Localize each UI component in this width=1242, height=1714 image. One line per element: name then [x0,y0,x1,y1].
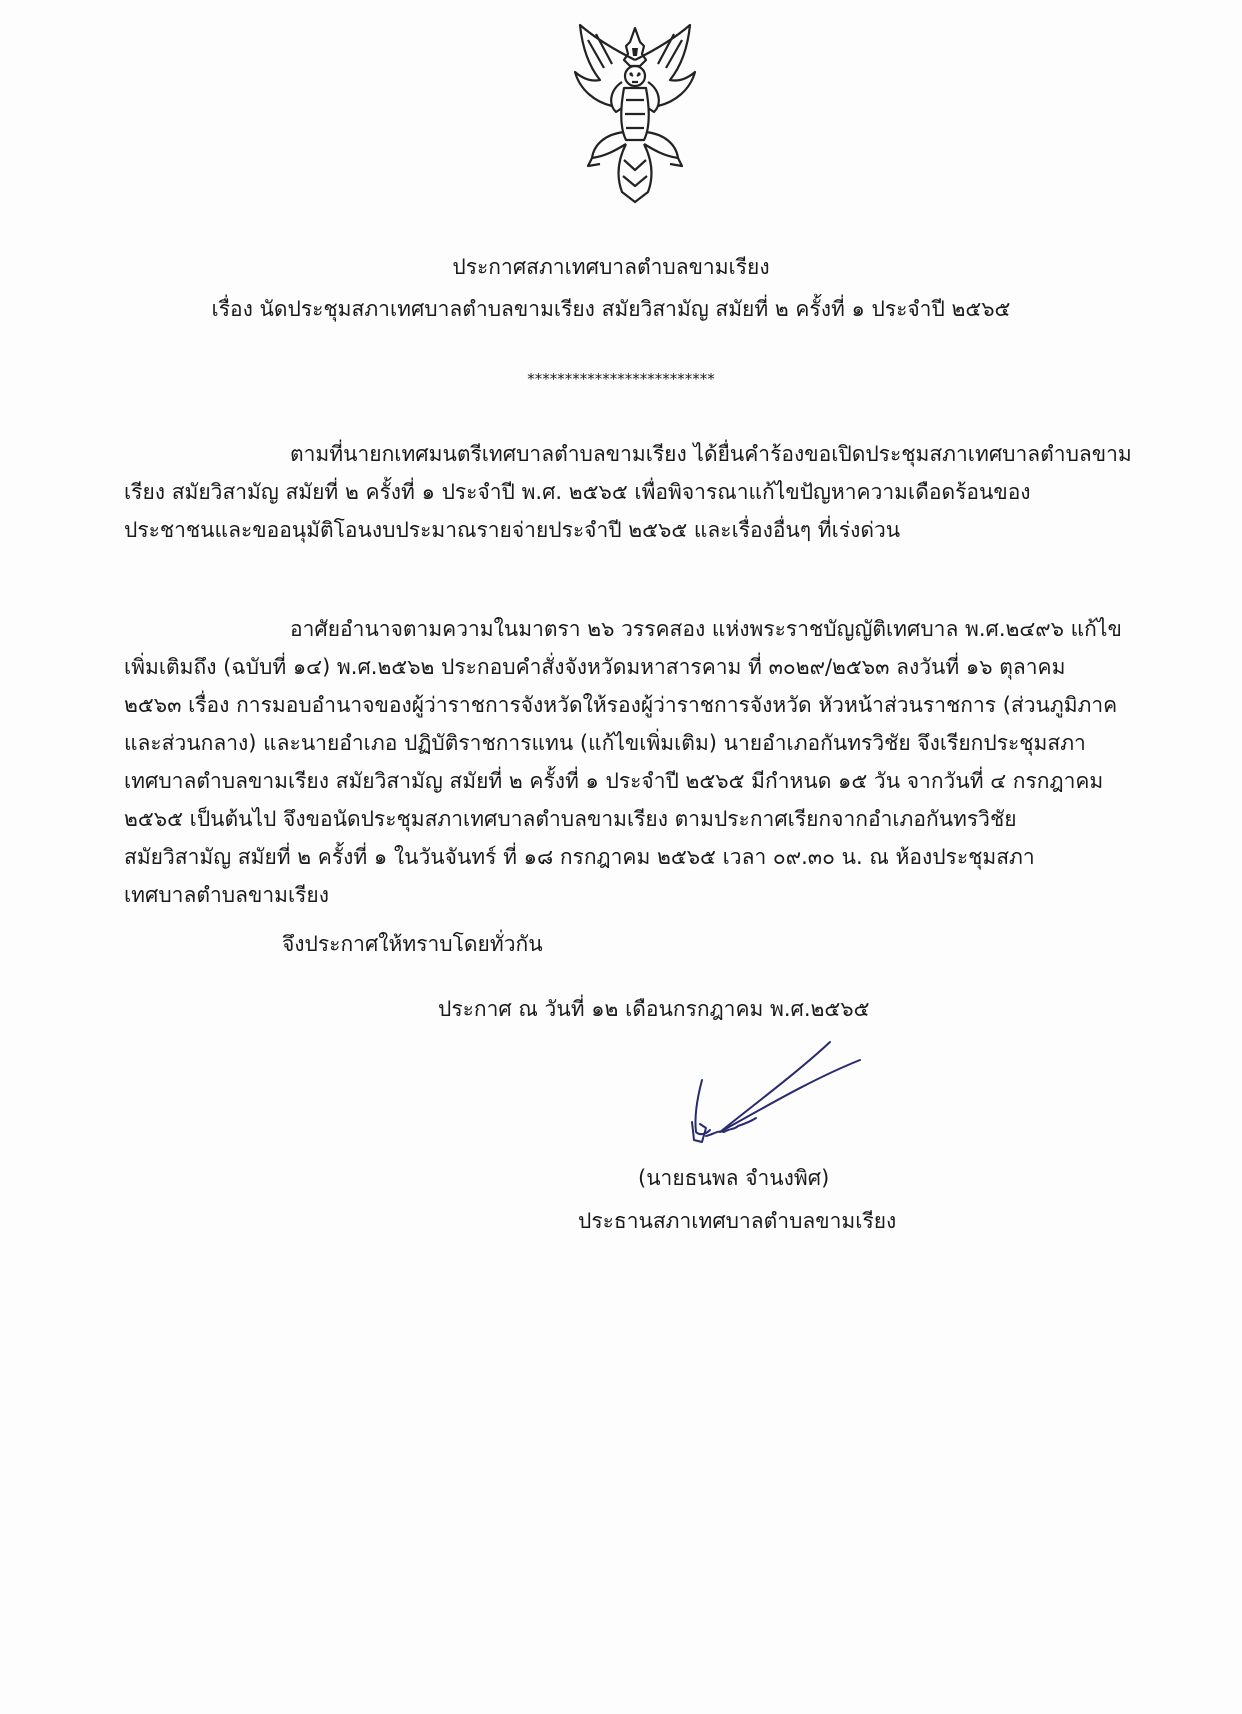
signatory-name: (นายธนพล จำนงพิศ) [638,1166,830,1190]
signature-mark [680,1040,870,1160]
paragraph-line: สมัยวิสามัญ สมัยที่ ๒ ครั้งที่ ๑ ในวันจันทร์ ที่ ๑๘ กรกฎาคม ๒๕๖๕ เวลา ๐๙.๓๐ น. ณ ห้องประชุมสภา [124,845,1035,869]
paragraph-authority [124,610,1164,914]
announcement-subject: เรื่อง นัดประชุมสภาเทศบาลตำบลขามเรียง สมัยวิสามัญ สมัยที่ ๒ ครั้งที่ ๑ ประจำปี ๒๕๖๕ [211,297,1011,321]
paragraph-line: เพิ่มเติมถึง (ฉบับที่ ๑๔) พ.ศ.๒๕๖๒ ประกอบคำสั่งจังหวัดมหาสารคาม ที่ ๓๐๒๙/๒๕๖๓ ลงวันที่ ๑๖ ตุลาคม [124,655,1066,679]
signatory-position: ประธานสภาเทศบาลตำบลขามเรียง [578,1209,897,1233]
paragraph-line: และส่วนกลาง) และนายอำเภอ ปฏิบัติราชการแทน (แก้ไขเพิ่มเติม) นายอำเภอกันทรวิชัย จึงเรียกประชุมสภา [124,731,1086,755]
paragraph-line: เทศบาลตำบลขามเรียง [124,883,329,907]
announcement-date: ประกาศ ณ วันที่ ๑๒ เดือนกรกฎาคม พ.ศ.๒๕๖๕ [438,997,870,1021]
garuda-emblem-icon [560,20,710,210]
paragraph-line: อาศัยอำนาจตามความในมาตรา ๒๖ วรรคสอง แห่งพระราชบัญญัติเทศบาล พ.ศ.๒๔๙๖ แก้ไข [290,617,1122,641]
paragraph-line: เรียง สมัยวิสามัญ สมัยที่ ๒ ครั้งที่ ๑ ประจำปี พ.ศ. ๒๕๖๕ เพื่อพิจารณาแก้ไขปัญหาความเดือดร้อนของ [124,480,1031,504]
announcement-title: ประกาศสภาเทศบาลตำบลขามเรียง [452,255,770,279]
paragraph-line: ๒๕๖๕ เป็นต้นไป จึงขอนัดประชุมสภาเทศบาลตำบลขามเรียง ตามประกาศเรียกจากอำเภอกันทรวิชัย [124,807,1017,831]
separator-stars: ************************* [527,370,715,388]
paragraph-request [124,435,1164,549]
paragraph-line: ประชาชนและขออนุมัติโอนงบประมาณรายจ่ายประจำปี ๒๕๖๕ และเรื่องอื่นๆ ที่เร่งด่วน [124,518,901,542]
paragraph-line: ตามที่นายกเทศมนตรีเทศบาลตำบลขามเรียง ได้ยื่นคำร้องขอเปิดประชุมสภาเทศบาลตำบลขาม [290,442,1132,466]
paragraph-line: เทศบาลตำบลขามเรียง สมัยวิสามัญ สมัยที่ ๒ ครั้งที่ ๑ ประจำปี ๒๕๖๕ มีกำหนด ๑๕ วัน จากวันที่ ๔ กรกฎาคม [124,769,1104,793]
paragraph-line: ๒๕๖๓ เรื่อง การมอบอำนาจของผู้ว่าราชการจังหวัดให้รองผู้ว่าราชการจังหวัด หัวหน้าส่วนราชการ (ส่วนภูมิภาค [124,693,1118,717]
closing-statement: จึงประกาศให้ทราบโดยทั่วกัน [282,932,543,956]
